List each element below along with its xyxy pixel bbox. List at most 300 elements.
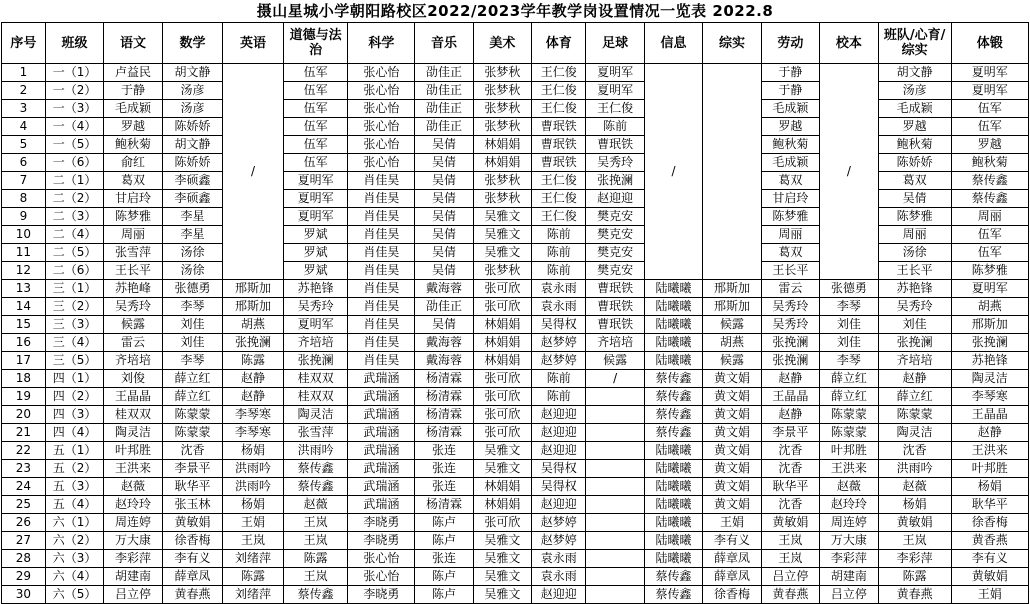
row-number: 1 — [2, 64, 46, 82]
table-cell: 赵迎迎 — [532, 406, 586, 424]
table-cell: 张梦秋 — [473, 82, 531, 100]
table-cell: 苏艳锋 — [283, 280, 348, 298]
table-cell: 胡建南 — [104, 568, 162, 586]
column-header: 体育 — [532, 23, 586, 64]
table-cell: 刘佳 — [162, 334, 223, 352]
table-cell: 伍军 — [951, 100, 1028, 118]
table-cell: 薛章凤 — [703, 550, 761, 568]
table-cell: 蔡传鑫 — [644, 370, 702, 388]
row-number: 22 — [2, 442, 46, 460]
table-cell: 陈露 — [283, 550, 348, 568]
table-row — [2, 568, 1029, 586]
table-cell: 张玉林 — [162, 496, 223, 514]
table-cell: 蔡传鑫 — [644, 424, 702, 442]
class-cell: 二（2） — [45, 190, 103, 208]
table-cell: 林娟娟 — [473, 478, 531, 496]
table-cell: 胡燕 — [223, 316, 284, 334]
table-cell: 吴秀玲 — [283, 298, 348, 316]
table-cell: 葛双 — [761, 172, 819, 190]
table-cell: 薛章凤 — [703, 568, 761, 586]
table-cell: 刘佳 — [162, 316, 223, 334]
table-cell: 伍军 — [283, 82, 348, 100]
table-cell: 赵梦婷 — [532, 514, 586, 532]
class-cell: 二（1） — [45, 172, 103, 190]
class-cell: 六（3） — [45, 550, 103, 568]
table-cell: 曹珉铁 — [586, 298, 644, 316]
table-row — [2, 280, 1029, 298]
column-header: 班级 — [45, 23, 103, 64]
table-cell: 伍军 — [283, 64, 348, 82]
table-cell: 汤徐 — [162, 262, 223, 280]
table-cell: 夏明军 — [283, 208, 348, 226]
table-cell: 罗越 — [104, 118, 162, 136]
table-cell: 吴秀玲 — [761, 298, 819, 316]
table-cell: 蔡传鑫 — [283, 460, 348, 478]
table-cell: 徐香梅 — [951, 514, 1028, 532]
table-cell: 樊克安 — [586, 262, 644, 280]
table-row — [2, 496, 1029, 514]
row-number: 4 — [2, 118, 46, 136]
table-cell: 陆曦曦 — [644, 496, 702, 514]
table-cell: 杨清霖 — [415, 388, 473, 406]
table-cell: 林娟娟 — [473, 352, 531, 370]
table-cell: 王洪来 — [104, 460, 162, 478]
table-cell: 杨娟 — [223, 496, 284, 514]
table-cell: 劭佳正 — [415, 64, 473, 82]
class-cell: 一（6） — [45, 154, 103, 172]
table-cell: 李琴寒 — [223, 424, 284, 442]
table-cell: 张可欣 — [473, 406, 531, 424]
table-row — [2, 550, 1029, 568]
table-cell: 陈蒙蒙 — [820, 424, 878, 442]
table-cell: 肖佳昊 — [348, 298, 415, 316]
table-cell: 桂双双 — [283, 370, 348, 388]
table-cell: 赵静 — [878, 370, 951, 388]
table-cell: 肖佳昊 — [348, 280, 415, 298]
table-cell: 蔡传鑫 — [283, 478, 348, 496]
table-cell: 张可欣 — [473, 370, 531, 388]
table-cell: 张德勇 — [820, 280, 878, 298]
table-cell: 张心怡 — [348, 100, 415, 118]
table-cell: 陆曦曦 — [644, 478, 702, 496]
row-number: 3 — [2, 100, 46, 118]
table-cell: 张心怡 — [348, 154, 415, 172]
table-cell: 劭佳正 — [415, 100, 473, 118]
table-cell — [586, 460, 644, 478]
table-cell: 蔡传鑫 — [951, 190, 1028, 208]
table-cell: 张挽澜 — [223, 334, 284, 352]
table-cell: 陈梦雅 — [761, 208, 819, 226]
class-cell: 三（4） — [45, 334, 103, 352]
column-header: 班队/心育/综实 — [878, 23, 951, 64]
table-cell: 林娟娟 — [473, 136, 531, 154]
table-cell: 肖佳昊 — [348, 316, 415, 334]
table-cell: 陈前 — [532, 226, 586, 244]
table-cell: 肖佳昊 — [348, 262, 415, 280]
table-row — [2, 64, 1029, 82]
class-cell: 一（4） — [45, 118, 103, 136]
table-cell: 劭佳正 — [415, 82, 473, 100]
table-cell: 沈香 — [761, 442, 819, 460]
column-header: 足球 — [586, 23, 644, 64]
table-cell: 赵薇 — [283, 496, 348, 514]
table-cell: 戴海蓉 — [415, 352, 473, 370]
table-cell: 樊克安 — [586, 226, 644, 244]
table-cell: 苏艳锋 — [951, 352, 1028, 370]
table-cell: 陶灵洁 — [951, 370, 1028, 388]
table-cell: 陆曦曦 — [644, 550, 702, 568]
class-cell: 一（1） — [45, 64, 103, 82]
table-cell: 陆曦曦 — [644, 298, 702, 316]
header-row — [2, 23, 1029, 64]
class-cell: 四（2） — [45, 388, 103, 406]
table-cell: 黄敏娟 — [761, 514, 819, 532]
table-row — [2, 370, 1029, 388]
table-cell: 陈梦雅 — [878, 208, 951, 226]
table-cell: 王仁俊 — [532, 208, 586, 226]
english-merged-slash: / — [223, 64, 284, 280]
table-cell: 周丽 — [104, 226, 162, 244]
class-cell: 三（2） — [45, 298, 103, 316]
table-cell: 劭佳正 — [415, 298, 473, 316]
schedule-table — [1, 22, 1029, 604]
table-cell: 伍军 — [283, 100, 348, 118]
table-cell: 陆曦曦 — [644, 334, 702, 352]
column-header: 劳动 — [761, 23, 819, 64]
table-cell: 张挽澜 — [951, 334, 1028, 352]
table-cell: 樊克安 — [586, 208, 644, 226]
table-cell — [586, 478, 644, 496]
table-cell — [586, 550, 644, 568]
table-cell: 张心怡 — [348, 550, 415, 568]
table-cell: 夏明军 — [951, 280, 1028, 298]
table-cell: 张挽澜 — [586, 172, 644, 190]
table-cell: 刘绪萍 — [223, 586, 284, 604]
table-cell: 王岚 — [761, 532, 819, 550]
table-cell: 黄文娟 — [703, 388, 761, 406]
column-header: 语文 — [104, 23, 162, 64]
table-cell: 李硕鑫 — [162, 190, 223, 208]
table-cell: 陈娇娇 — [162, 118, 223, 136]
table-cell: 洪雨吟 — [283, 442, 348, 460]
table-cell: 葛双 — [878, 172, 951, 190]
row-number: 17 — [2, 352, 46, 370]
table-cell: 伍军 — [283, 154, 348, 172]
table-cell: 林娟娟 — [473, 154, 531, 172]
table-cell: 王岚 — [283, 532, 348, 550]
table-cell: 张挽澜 — [283, 352, 348, 370]
xiaoben-merged-slash: / — [820, 64, 878, 280]
table-cell: 李晓勇 — [348, 514, 415, 532]
table-cell: 吴倩 — [415, 136, 473, 154]
table-cell: 李晓勇 — [348, 586, 415, 604]
class-cell: 四（3） — [45, 406, 103, 424]
table-cell — [586, 424, 644, 442]
table-cell: 沈香 — [761, 496, 819, 514]
table-cell: 赵静 — [223, 370, 284, 388]
row-number: 18 — [2, 370, 46, 388]
column-header: 信息 — [644, 23, 702, 64]
table-cell: 吴雅文 — [473, 532, 531, 550]
table-cell: 李有义 — [951, 550, 1028, 568]
table-cell: 陈蒙蒙 — [820, 406, 878, 424]
table-cell: 陈卢 — [415, 586, 473, 604]
table-cell: 王晶晶 — [761, 388, 819, 406]
table-cell: 张可欣 — [473, 424, 531, 442]
table-cell: 赵迎迎 — [532, 586, 586, 604]
table-cell: 张可欣 — [473, 298, 531, 316]
table-cell: 齐培培 — [586, 334, 644, 352]
table-cell: 蔡传鑫 — [644, 586, 702, 604]
table-cell: 沈香 — [761, 460, 819, 478]
table-cell: 杨清霖 — [415, 406, 473, 424]
table-cell: 王仁俊 — [532, 100, 586, 118]
table-cell: 黄文娟 — [703, 370, 761, 388]
table-cell: 陈娇娇 — [878, 154, 951, 172]
table-cell: 徐香梅 — [703, 586, 761, 604]
column-header: 道德与法治 — [283, 23, 348, 64]
table-cell: 王岚 — [878, 532, 951, 550]
column-header: 校本 — [820, 23, 878, 64]
table-cell: 李琴 — [820, 298, 878, 316]
table-cell — [586, 406, 644, 424]
table-cell: 杨娟 — [223, 442, 284, 460]
table-cell: 黄敏娟 — [878, 514, 951, 532]
table-cell: 张可欣 — [473, 514, 531, 532]
table-cell: 张梦秋 — [473, 64, 531, 82]
table-cell: 周丽 — [951, 208, 1028, 226]
row-number: 8 — [2, 190, 46, 208]
zongshi-merged-blank — [703, 64, 761, 280]
table-cell: 伍军 — [951, 118, 1028, 136]
table-cell: 赵薇 — [820, 478, 878, 496]
table-cell: 王岚 — [283, 514, 348, 532]
table-cell: 李琴寒 — [951, 388, 1028, 406]
table-cell: 吴倩 — [415, 208, 473, 226]
table-cell: 蔡传鑫 — [283, 586, 348, 604]
column-header: 音乐 — [415, 23, 473, 64]
table-cell: 王仁俊 — [586, 100, 644, 118]
column-header: 科学 — [348, 23, 415, 64]
table-cell: 武瑞涵 — [348, 460, 415, 478]
table-cell: 伍军 — [283, 118, 348, 136]
table-cell: 黄文娟 — [703, 460, 761, 478]
table-cell: 周丽 — [761, 226, 819, 244]
table-cell — [586, 388, 644, 406]
table-cell: 李有义 — [162, 550, 223, 568]
table-cell: 吴秀玲 — [586, 154, 644, 172]
table-cell: 耿华平 — [761, 478, 819, 496]
row-number: 29 — [2, 568, 46, 586]
table-cell: 赵迎迎 — [532, 424, 586, 442]
row-number: 30 — [2, 586, 46, 604]
table-cell: 陆曦曦 — [644, 352, 702, 370]
table-cell: 杨娟 — [951, 478, 1028, 496]
table-cell: 汤彦 — [162, 100, 223, 118]
table-cell: 吕立停 — [820, 586, 878, 604]
table-cell: 毛成颖 — [761, 154, 819, 172]
table-cell: 张挽澜 — [761, 334, 819, 352]
column-header: 英语 — [223, 23, 284, 64]
table-cell — [586, 514, 644, 532]
table-cell: 陆曦曦 — [644, 442, 702, 460]
table-cell: 甘启玲 — [104, 190, 162, 208]
table-cell: 周丽 — [878, 226, 951, 244]
table-cell: 陈露 — [223, 352, 284, 370]
table-cell: 樊克安 — [586, 244, 644, 262]
table-cell: 陈娇娇 — [162, 154, 223, 172]
table-cell: 张雪萍 — [283, 424, 348, 442]
table-cell: 陈前 — [586, 118, 644, 136]
table-cell: 吴秀玲 — [104, 298, 162, 316]
table-cell: 胡燕 — [703, 334, 761, 352]
table-cell: 吴雅文 — [473, 550, 531, 568]
table-cell: 齐培培 — [104, 352, 162, 370]
table-cell: 吴雅文 — [473, 244, 531, 262]
table-cell: 罗斌 — [283, 244, 348, 262]
row-number: 11 — [2, 244, 46, 262]
table-cell: 黄香燕 — [951, 532, 1028, 550]
table-cell: 鲍秋菊 — [761, 136, 819, 154]
table-cell: 耿华平 — [951, 496, 1028, 514]
table-cell: 汤彦 — [878, 82, 951, 100]
table-cell: 张连 — [415, 442, 473, 460]
table-cell: 吴得权 — [532, 316, 586, 334]
table-cell: 曹珉铁 — [586, 136, 644, 154]
info-merged-slash: / — [644, 64, 702, 280]
class-cell: 五（1） — [45, 442, 103, 460]
table-cell: 张梦秋 — [473, 118, 531, 136]
table-cell: 张挽澜 — [878, 334, 951, 352]
table-cell: 刘佳 — [820, 316, 878, 334]
table-cell: 吴雅文 — [473, 226, 531, 244]
table-cell — [586, 568, 644, 586]
table-cell: 王洪来 — [951, 442, 1028, 460]
table-cell: 吴倩 — [415, 154, 473, 172]
table-cell: 张德勇 — [162, 280, 223, 298]
table-cell: 陈蒙蒙 — [162, 424, 223, 442]
table-cell: 汤徐 — [878, 244, 951, 262]
table-cell: 李琴 — [820, 352, 878, 370]
table-cell: 蔡传鑫 — [644, 568, 702, 586]
class-cell: 五（3） — [45, 478, 103, 496]
class-cell: 一（3） — [45, 100, 103, 118]
class-cell: 二（5） — [45, 244, 103, 262]
table-cell: 陶灵洁 — [878, 424, 951, 442]
row-number: 19 — [2, 388, 46, 406]
table-row — [2, 532, 1029, 550]
table-cell: 罗斌 — [283, 226, 348, 244]
class-cell: 四（4） — [45, 424, 103, 442]
table-cell: 吴倩 — [415, 172, 473, 190]
table-cell: 李彩萍 — [820, 550, 878, 568]
row-number: 25 — [2, 496, 46, 514]
table-cell: 李彩萍 — [878, 550, 951, 568]
table-cell: 肖佳昊 — [348, 208, 415, 226]
table-cell: 王娟 — [703, 514, 761, 532]
class-cell: 五（2） — [45, 460, 103, 478]
table-cell: 陈卢 — [415, 514, 473, 532]
table-cell: 张心怡 — [348, 568, 415, 586]
table-cell: 赵迎迎 — [586, 190, 644, 208]
table-cell: 赵玲玲 — [104, 496, 162, 514]
table-cell: 李琴寒 — [223, 406, 284, 424]
table-cell: 张心怡 — [348, 64, 415, 82]
class-cell: 四（1） — [45, 370, 103, 388]
row-number: 7 — [2, 172, 46, 190]
table-row — [2, 424, 1029, 442]
table-cell: 赵静 — [223, 388, 284, 406]
table-cell: 曹珉铁 — [586, 280, 644, 298]
table-cell: 张梦秋 — [473, 172, 531, 190]
table-cell: 肖佳昊 — [348, 334, 415, 352]
table-body — [2, 64, 1029, 604]
table-cell: 陈卢 — [415, 568, 473, 586]
table-cell: 万大康 — [820, 532, 878, 550]
class-cell: 五（4） — [45, 496, 103, 514]
table-cell: 苏艳锋 — [878, 280, 951, 298]
table-cell: 吴倩 — [415, 190, 473, 208]
table-cell: 肖佳昊 — [348, 190, 415, 208]
table-row — [2, 334, 1029, 352]
table-cell: 陈卢 — [415, 532, 473, 550]
table-cell: 汤徐 — [162, 244, 223, 262]
table-row — [2, 298, 1029, 316]
table-cell: 罗越 — [951, 136, 1028, 154]
table-cell: 王晶晶 — [951, 406, 1028, 424]
table-cell: 赵薇 — [878, 478, 951, 496]
table-cell: 张挽澜 — [761, 352, 819, 370]
table-cell: 刘佳 — [878, 316, 951, 334]
table-cell: 李星 — [162, 208, 223, 226]
row-number: 21 — [2, 424, 46, 442]
table-cell: 黄文娟 — [703, 406, 761, 424]
row-number: 13 — [2, 280, 46, 298]
table-cell: 夏明军 — [586, 64, 644, 82]
table-cell: 袁永雨 — [532, 568, 586, 586]
table-cell: 张心怡 — [348, 118, 415, 136]
table-cell: 叶邦胜 — [951, 460, 1028, 478]
table-cell: 薛立红 — [820, 370, 878, 388]
table-cell: 胡文静 — [878, 64, 951, 82]
table-cell: 罗越 — [878, 118, 951, 136]
table-cell: 李景平 — [761, 424, 819, 442]
column-header: 数学 — [162, 23, 223, 64]
table-cell: 汤彦 — [162, 82, 223, 100]
class-cell: 二（4） — [45, 226, 103, 244]
table-cell: 张梦秋 — [473, 190, 531, 208]
table-cell: 候露 — [104, 316, 162, 334]
table-cell: 夏明军 — [283, 190, 348, 208]
table-row — [2, 316, 1029, 334]
table-cell: 杨娟 — [878, 496, 951, 514]
class-cell: 六（2） — [45, 532, 103, 550]
table-cell: 叶邦胜 — [104, 442, 162, 460]
table-cell: 胡建南 — [820, 568, 878, 586]
table-cell: 王长平 — [761, 262, 819, 280]
table-cell: / — [586, 370, 644, 388]
row-number: 12 — [2, 262, 46, 280]
table-row — [2, 478, 1029, 496]
table-cell: 赵梦婷 — [532, 334, 586, 352]
table-cell: 曹珉铁 — [532, 136, 586, 154]
row-number: 23 — [2, 460, 46, 478]
table-cell: 赵迎迎 — [532, 442, 586, 460]
class-cell: 二（6） — [45, 262, 103, 280]
table-row — [2, 352, 1029, 370]
table-cell: 肖佳昊 — [348, 352, 415, 370]
row-number: 26 — [2, 514, 46, 532]
